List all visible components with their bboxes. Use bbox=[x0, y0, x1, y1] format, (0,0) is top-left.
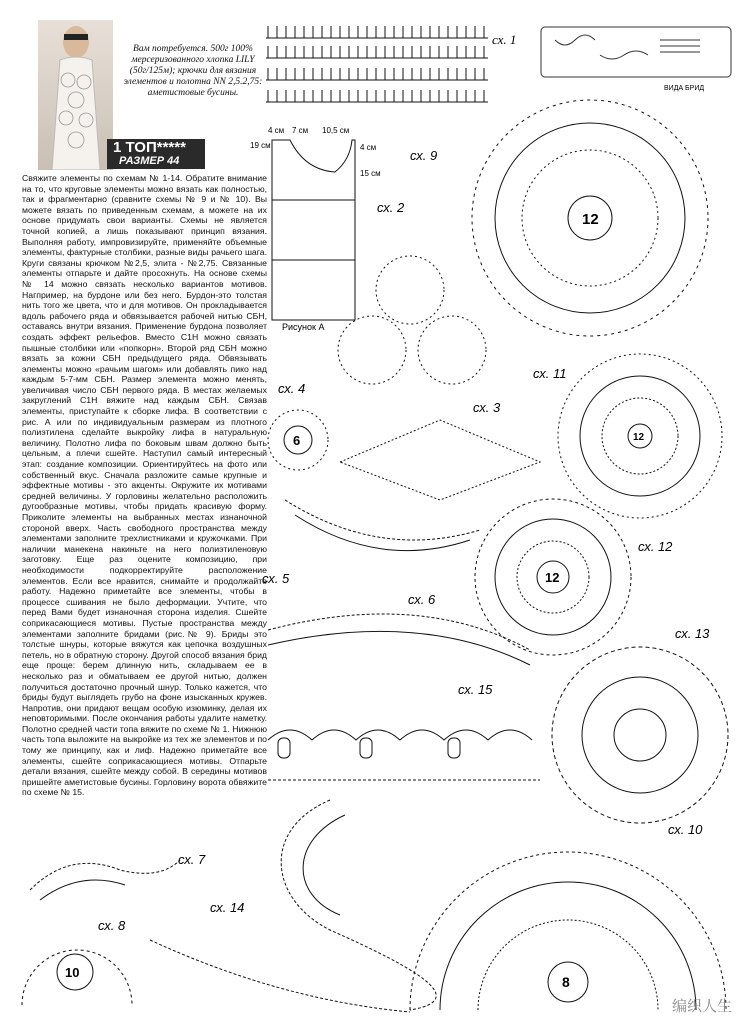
label-scheme-2: сх. 2 bbox=[377, 200, 405, 215]
scheme-14-motif bbox=[150, 800, 436, 1012]
pattern-caption: Рисунок А bbox=[282, 322, 325, 332]
label-scheme-10: сх. 10 bbox=[668, 822, 703, 837]
motif-number-11: 12 bbox=[633, 432, 645, 443]
motif-number-4: 6 bbox=[293, 433, 301, 448]
label-scheme-9: сх. 9 bbox=[410, 148, 438, 163]
scheme-2-motif bbox=[338, 256, 486, 384]
label-scheme-14: сх. 14 bbox=[210, 900, 245, 915]
pattern-dim-7: 7 см bbox=[292, 126, 309, 135]
watermark: 编织人生 bbox=[671, 998, 732, 1015]
scheme-1-chart bbox=[266, 26, 488, 102]
label-scheme-1: сх. 1 bbox=[492, 32, 517, 47]
label-scheme-7: сх. 7 bbox=[178, 852, 206, 867]
pattern-dim-15: 15 см bbox=[360, 169, 381, 178]
pattern-dim-10-5: 10,5 см bbox=[322, 126, 350, 135]
label-scheme-3: сх. 3 bbox=[473, 400, 501, 415]
label-scheme-11: сх. 11 bbox=[533, 366, 567, 381]
scheme-6-motif bbox=[268, 614, 530, 665]
label-scheme-4: сх. 4 bbox=[278, 381, 306, 396]
label-scheme-12: сх. 12 bbox=[638, 539, 673, 554]
brid-caption: ВИДА БРИД bbox=[664, 85, 705, 92]
scheme-5-motif bbox=[285, 500, 480, 551]
scheme-3-motif bbox=[340, 420, 540, 500]
materials-text: Вам потребуется. 500г 100% мерсеризованного хлопка LILY (50г/125м); крючки для вязания элементов и полотна NN 2,5.2,75: аметистовые бусины. bbox=[123, 44, 263, 98]
instructions-paragraph: Свяжите элементы по схемам № 1-14. Обратите внимание на то, что круговые элементы можно вязать как полностью, так и фрагментарно (сравните схемы № 9 и № 10). Вы можете вязать по приведенным схемам, а можете на их основе придумать свои варианты. Схемы не является точной копией, а лишь показывают принцип вязания. Выполняя работу, импровизируйте, применяйте объемные элементы, фактурные столбики, разные виды рачьего шага. Круги связаны крючком №2,5, элита - №2,75. Связанные элементы отпарьте и дайте просохнуть. На основе схемы № 14 можно связать несколько вариантов мотивов. Нагпример, на бурдоне или без него. Бурдон-это толстая нить того же цвета, что и для мотивов. Он прокладывается вдоль рабочего ряда и обвязывается рабочей нитью СБН, оставаясь внутри вязания. Применение бурдона позволяет создать эффект рельефов. Вместо С1Н можно связать пышные столбики или «попкорн». Второй ряд СБН можно вязать за кожни СБН предыдущего ряда. Обвязывать элементы можно «рачьим шагом» или добавлять пико над каждым 5-7-мм СБН. Размер элемента можно менять, увеличивая число СБН первого ряда. В местах желаемых закруглений С1Н вяжите над каждым СБН. Связав элементы, приступайте к сборке лифа. В соответствии с рис. А или по индивидуальным размерам из плотного полиэтилена сделайте выкройку лифа в натуральную величину. Полотно лифа по боковым швам должно быть цельным, а плечи сшейте. Наступил самый интересный этап: создание композиции. Ориентируйтесь на фото или собственный вкус. Сначала разложите самые крупные и эффектные мотивы - это акценты. Окружите их мотивами средней величины. У горловины желательно расположить дугообразные мотивы, чтобы придать красивую форму. Приколите элементы на выбранных местах изнаночной стороной вверх. Часть свободного пространства между элементами заполните трехлистниками и кружочками. При наличии манекена накиньте на него полиэтиленовую заготовку. Еще раз оцените композицию, при необходимости подкорректируйте расположение элементов. Если все нравится, снимайте и продолжайте работу. Надежно приметайте все элементы, чтобы в процессе сшивания не было деформации. Учтите, что перед Вами будет изнаночная сторона изделия. Сшейте соприкасающиеся мотивы. Пустые пространства между элементами заполните бридами (рис.№ 9). Бриды это толстые шнуры, которые вяжутся как цепочка воздушных петель, но в обратную сторону. Другой способ вязания брид еще проще: берем длинную нить, складываем ее в несколько раз и обматываем ее другой нитью, должен получиться достаточно прочный шнур. Только кажется, что бриды будут выглядеть грубо на фоне изысканных кружев. Напротив, они придают вещам особую изюминку, делая их неповторимыми. После окончания работы удалите наметку. Полотно средней части топа вяжите по схеме № 1. Нижнюю часть топа выложите на выкройке из тех же элементов и по тому же принципу, как и лиф. Надежно приметайте все элементы, сшейте соприкасающиеся мотивы. Отпарьте детали вязания, сшейте между собой. В середины мотивов пришейте аметистовые бусины. Горловину ворота обвяжите по схеме № 15. bbox=[22, 173, 267, 798]
label-scheme-6: сх. 6 bbox=[408, 592, 436, 607]
badge-size: РАЗМЕР 44 bbox=[119, 155, 180, 167]
pattern-dim-4a: 4 см bbox=[268, 126, 285, 135]
brid-illustration bbox=[541, 27, 731, 77]
scheme-15-edging bbox=[268, 730, 540, 780]
label-scheme-8: сх. 8 bbox=[98, 918, 126, 933]
badge-title: 1 ТОП***** bbox=[113, 139, 186, 156]
motif-number-9: 12 bbox=[582, 211, 599, 228]
scheme-7-motif bbox=[30, 860, 180, 900]
motif-number-12: 12 bbox=[545, 570, 560, 585]
pattern-dim-4b: 4 см bbox=[360, 143, 377, 152]
pattern-dim-19: 19 см bbox=[250, 141, 271, 150]
scheme-13-motif bbox=[552, 647, 728, 823]
motif-number-8: 10 bbox=[65, 965, 80, 980]
label-scheme-13: сх. 13 bbox=[675, 626, 710, 641]
pattern-a-drawing bbox=[272, 140, 355, 320]
label-scheme-15: сх. 15 bbox=[458, 682, 493, 697]
motif-number-10: 8 bbox=[562, 974, 570, 990]
label-scheme-5: сх. 5 bbox=[262, 571, 290, 586]
